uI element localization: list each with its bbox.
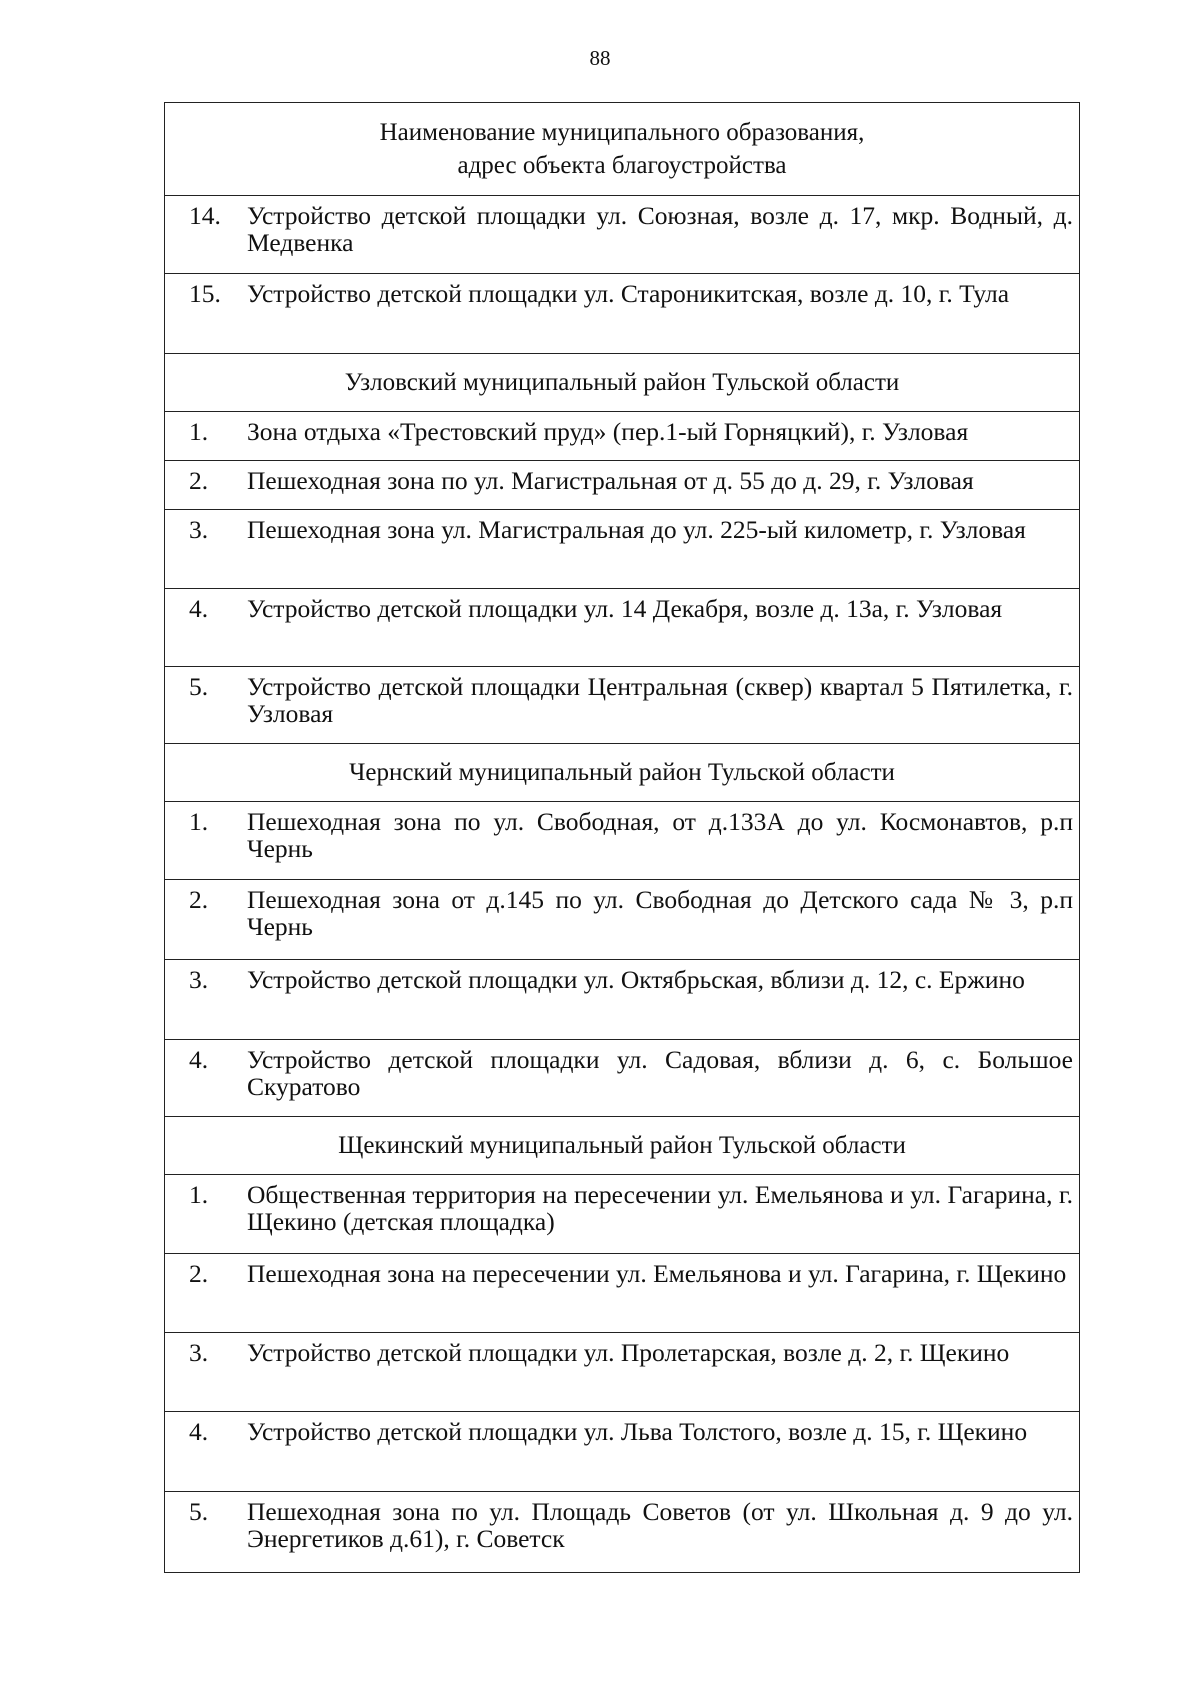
row-text: Устройство детской площадки ул. Пролетарская, возле д. 2, г. Щекино: [247, 1338, 1010, 1367]
row-number: 5.: [189, 672, 209, 701]
row-number: 1.: [189, 807, 209, 836]
row-text: Устройство детской площадки ул. Староникитская, возле д. 10, г. Тула: [247, 279, 1010, 308]
row-number: 1.: [189, 1180, 209, 1209]
table-row: [165, 802, 1079, 880]
row-text: Пешеходная зона от д.145 по ул. Свободная до Детского сада № 3, р.п Чернь: [247, 885, 1073, 941]
header-line-1: Наименование муниципального образования,: [379, 119, 865, 146]
table-row: [165, 1333, 1079, 1412]
row-text: Устройство детской площадки ул. 14 Декабря, возле д. 13а, г. Узловая: [247, 594, 1003, 623]
row-number: 4.: [189, 594, 209, 623]
table-row: [165, 412, 1079, 461]
section-title: Узловский муниципальный район Тульской области: [165, 354, 1079, 412]
table-row: [165, 1254, 1079, 1333]
table-row: [165, 196, 1079, 274]
table-row: [165, 960, 1079, 1040]
row-text: Пешеходная зона ул. Магистральная до ул. 225-ый километр, г. Узловая: [247, 515, 1026, 544]
row-text: Пешеходная зона по ул. Свободная, от д.133А до ул. Космонавтов, р.п Чернь: [247, 807, 1073, 863]
row-number: 14.: [189, 201, 221, 230]
row-text: Устройство детской площадки ул. Садовая, вблизи д. 6, с. Большое Скуратово: [247, 1045, 1073, 1101]
table-row: [165, 1175, 1079, 1254]
row-number: 3.: [189, 515, 209, 544]
table-row: [165, 880, 1079, 960]
row-text: Устройство детской площадки ул. Союзная, возле д. 17, мкр. Водный, д. Медвенка: [247, 201, 1073, 257]
table-row: [165, 589, 1079, 667]
header-line-2: адрес объекта благоустройства: [457, 152, 787, 179]
row-number: 4.: [189, 1045, 209, 1074]
section-title: Чернский муниципальный район Тульской области: [165, 744, 1079, 802]
row-text: Зона отдыха «Трестовский пруд» (пер.1-ый Горняцкий), г. Узловая: [247, 417, 969, 446]
row-number: 3.: [189, 1338, 209, 1367]
table-row: [165, 667, 1079, 744]
row-number: 3.: [189, 965, 209, 994]
row-number: 2.: [189, 466, 209, 495]
row-number: 15.: [189, 279, 221, 308]
row-number: 2.: [189, 1259, 209, 1288]
table-row: [165, 1040, 1079, 1117]
row-number: 2.: [189, 885, 209, 914]
table-row: [165, 1412, 1079, 1492]
table-row: [165, 510, 1079, 589]
row-text: Устройство детской площадки ул. Октябрьская, вблизи д. 12, с. Ержино: [247, 965, 1025, 994]
table-row: [165, 274, 1079, 354]
row-number: 1.: [189, 417, 209, 446]
row-text: Устройство детской площадки Центральная (сквер) квартал 5 Пятилетка, г. Узловая: [247, 672, 1073, 728]
table-row: [165, 1492, 1079, 1572]
page-number: 88: [589, 46, 611, 70]
table-header: [165, 103, 1079, 196]
row-text: Пешеходная зона по ул. Магистральная от д. 55 до д. 29, г. Узловая: [247, 466, 974, 495]
row-text: Устройство детской площадки ул. Льва Толстого, возле д. 15, г. Щекино: [247, 1417, 1028, 1446]
objects-table: [164, 102, 1080, 1573]
row-number: 5.: [189, 1497, 209, 1526]
row-text: Общественная территория на пересечении ул. Емельянова и ул. Гагарина, г. Щекино (детская площадка): [247, 1180, 1073, 1236]
row-text: Пешеходная зона по ул. Площадь Советов (от ул. Школьная д. 9 до ул. Энергетиков д.61), г. Советск: [247, 1497, 1073, 1553]
table-row: [165, 461, 1079, 510]
row-text: Пешеходная зона на пересечении ул. Емельянова и ул. Гагарина, г. Щекино: [247, 1259, 1067, 1288]
row-number: 4.: [189, 1417, 209, 1446]
section-title: Щекинский муниципальный район Тульской области: [165, 1117, 1079, 1175]
